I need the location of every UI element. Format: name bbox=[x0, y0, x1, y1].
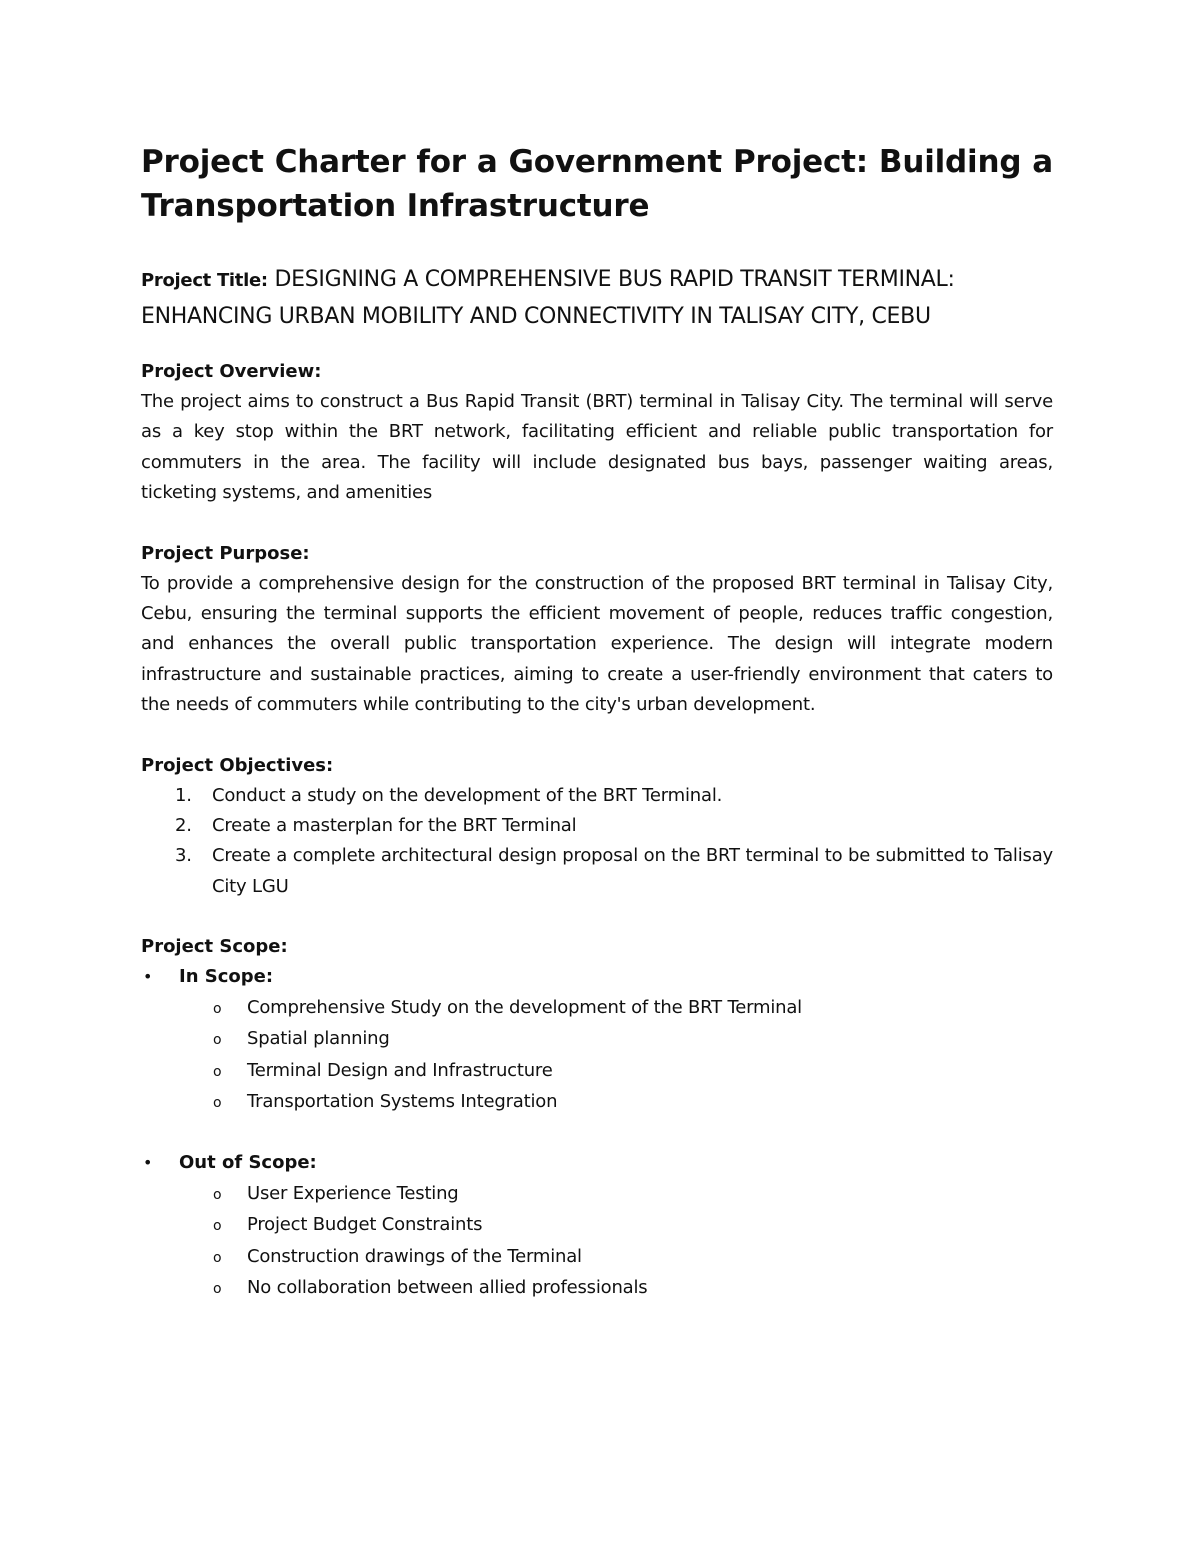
objectives-section bbox=[141, 751, 1053, 903]
out-of-scope-label: Out of Scope: bbox=[179, 1152, 317, 1174]
objective-text: Create a masterplan for the BRT Terminal bbox=[212, 815, 577, 837]
sub-bullet-icon: o bbox=[213, 1032, 222, 1049]
in-scope-group bbox=[141, 962, 1053, 1118]
list-item bbox=[213, 1024, 1053, 1055]
out-of-scope-item-text: Construction drawings of the Terminal bbox=[247, 1245, 582, 1267]
out-of-scope-list bbox=[141, 1179, 1053, 1305]
out-of-scope-group bbox=[141, 1148, 1053, 1304]
sub-bullet-icon: o bbox=[213, 1218, 222, 1235]
out-of-scope-item-text: Project Budget Constraints bbox=[247, 1214, 483, 1236]
out-of-scope-item-text: No collaboration between allied professionals bbox=[247, 1276, 648, 1298]
objective-number: 3. bbox=[175, 845, 192, 867]
list-item bbox=[213, 1087, 1053, 1118]
out-of-scope-item-text: User Experience Testing bbox=[247, 1182, 459, 1204]
document-title: Project Charter for a Government Project: Building a Transportation Infrastructure bbox=[141, 144, 1053, 224]
overview-section bbox=[141, 357, 1053, 509]
list-item bbox=[175, 811, 1053, 841]
document-page bbox=[141, 140, 1053, 1304]
list-item bbox=[213, 1273, 1053, 1304]
objectives-list bbox=[141, 781, 1053, 903]
sub-bullet-icon: o bbox=[213, 1186, 222, 1203]
sub-bullet-icon: o bbox=[213, 1094, 222, 1111]
bullet-icon: • bbox=[143, 1153, 153, 1173]
objective-text: Conduct a study on the development of the BRT Terminal. bbox=[212, 784, 723, 806]
project-title-value: DESIGNING A COMPREHENSIVE BUS RAPID TRANSIT TERMINAL: ENHANCING URBAN MOBILITY AND CONNECTIVITY IN TALISAY CITY, CEBU bbox=[141, 267, 955, 329]
in-scope-list bbox=[141, 993, 1053, 1119]
list-item bbox=[175, 781, 1053, 811]
objectives-heading: Project Objectives: bbox=[141, 754, 334, 776]
sub-bullet-icon: o bbox=[213, 1000, 222, 1017]
objective-number: 2. bbox=[175, 815, 192, 837]
sub-bullet-icon: o bbox=[213, 1280, 222, 1297]
purpose-section bbox=[141, 539, 1053, 721]
scope-section bbox=[141, 932, 1053, 1304]
bullet-icon: • bbox=[143, 967, 153, 987]
objective-number: 1. bbox=[175, 784, 192, 806]
list-item bbox=[213, 1210, 1053, 1241]
scope-heading: Project Scope: bbox=[141, 936, 288, 958]
out-of-scope-head bbox=[141, 1148, 1053, 1178]
list-item bbox=[175, 841, 1053, 902]
list-item bbox=[213, 993, 1053, 1024]
in-scope-item-text: Spatial planning bbox=[247, 1028, 390, 1050]
sub-bullet-icon: o bbox=[213, 1249, 222, 1266]
in-scope-item-text: Comprehensive Study on the development of the BRT Terminal bbox=[247, 996, 802, 1018]
in-scope-item-text: Transportation Systems Integration bbox=[247, 1090, 558, 1112]
in-scope-label: In Scope: bbox=[179, 966, 274, 988]
purpose-heading: Project Purpose: bbox=[141, 542, 310, 564]
in-scope-item-text: Terminal Design and Infrastructure bbox=[247, 1059, 553, 1081]
overview-text: The project aims to construct a Bus Rapid Transit (BRT) terminal in Talisay City. The terminal will serve as a key stop within the BRT network, facilitating efficient and reliable public transportation for commuters in the area. The facility will include designated bus bays, passenger waiting areas, ticketing systems, and amenities bbox=[141, 391, 1053, 504]
sub-bullet-icon: o bbox=[213, 1063, 222, 1080]
project-title-label: Project Title: bbox=[141, 270, 268, 291]
overview-heading: Project Overview: bbox=[141, 361, 322, 382]
list-item bbox=[213, 1056, 1053, 1087]
in-scope-head bbox=[141, 962, 1053, 992]
list-item bbox=[213, 1242, 1053, 1273]
objective-text: Create a complete architectural design proposal on the BRT terminal to be submitted to Talisay City LGU bbox=[212, 845, 1053, 897]
purpose-text: To provide a comprehensive design for the construction of the proposed BRT terminal in Talisay City, Cebu, ensuring the terminal supports the efficient movement of people, reduces traffic congestion, and enhances the overall public transportation experience. The design will integrate modern infrastructure and sustainable practices, aiming to create a user-friendly environment that caters to the needs of commuters while contributing to the city's urban development. bbox=[141, 572, 1053, 716]
project-title-block bbox=[141, 262, 1053, 335]
list-item bbox=[213, 1179, 1053, 1210]
